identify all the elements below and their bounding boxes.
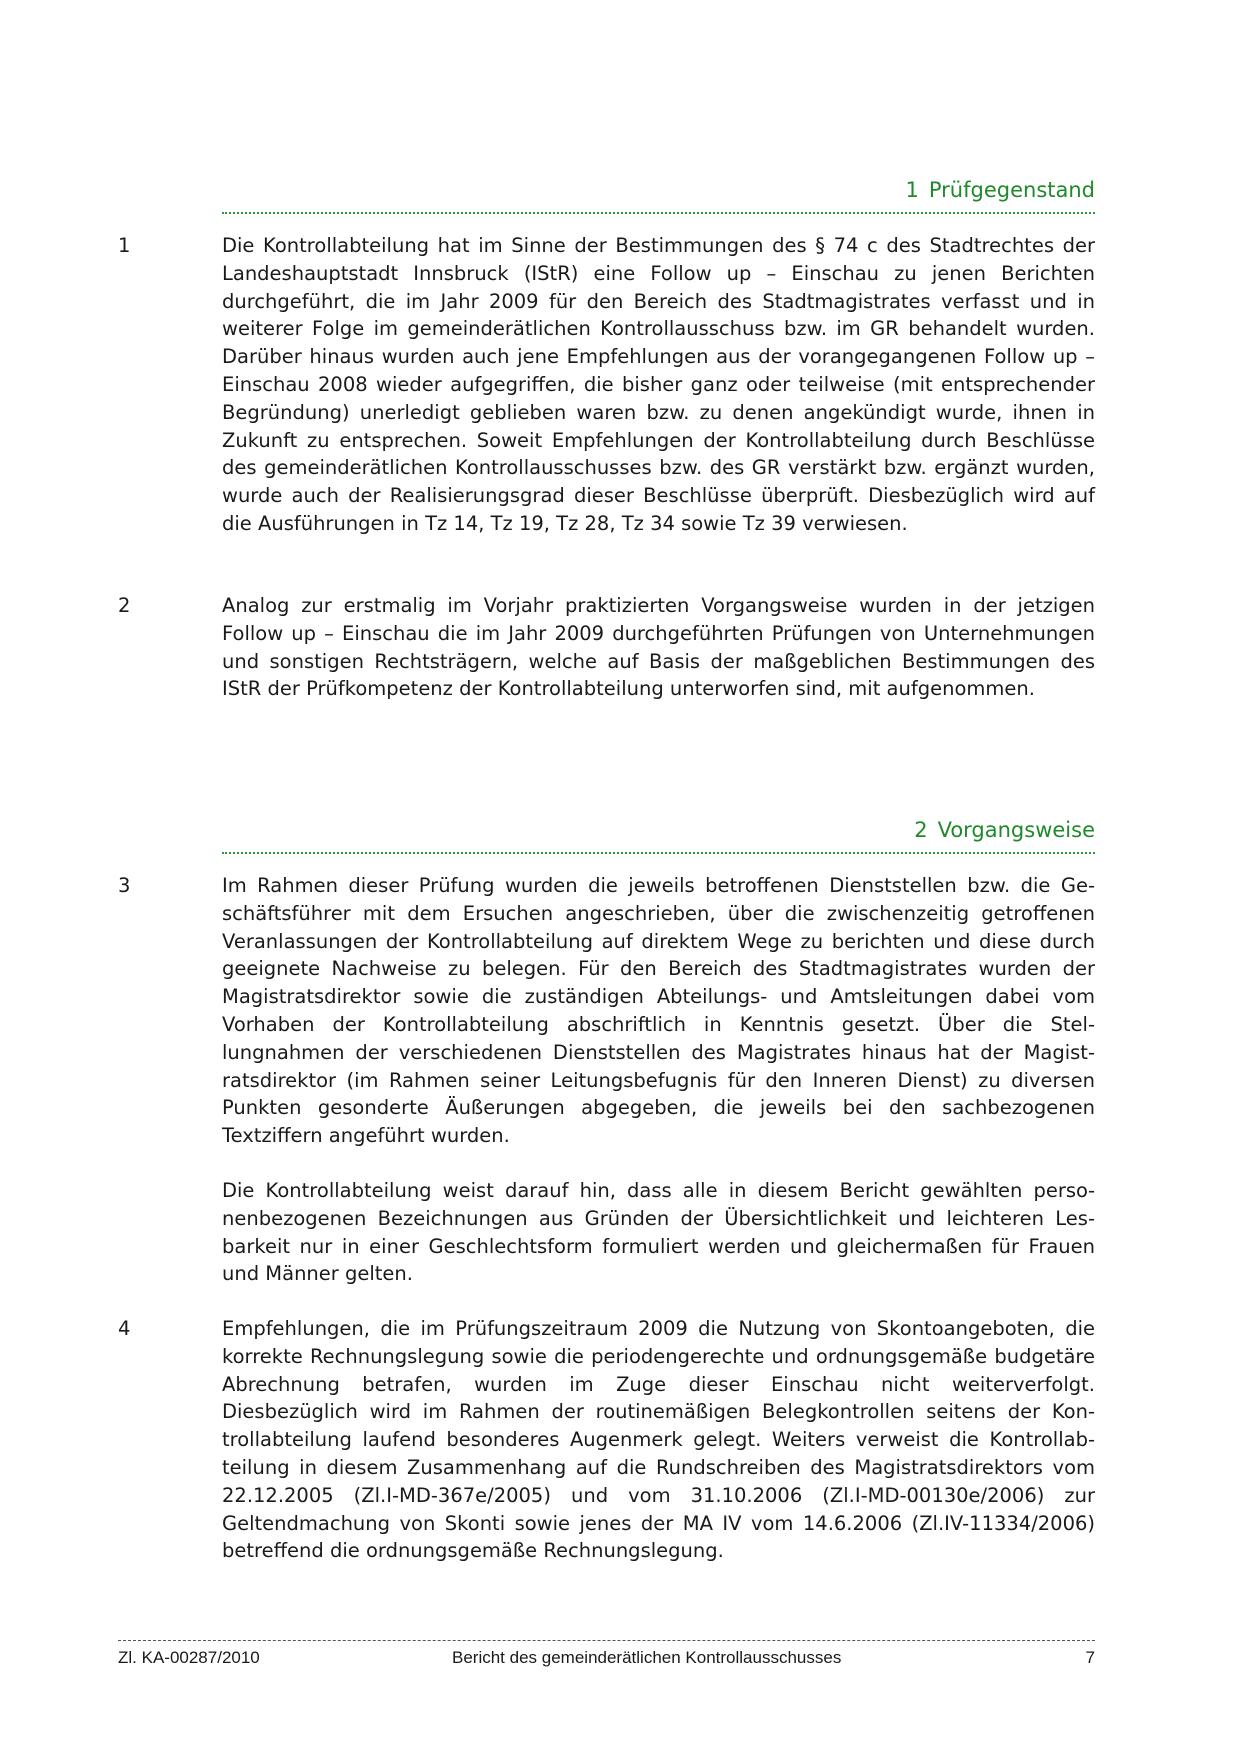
paragraph-text: Empfehlungen, die im Prüfungszeitraum 2009 die Nutzung von Skontoangeboten, die korrekte Rechnungslegung sowie die periodengerechte und ordnungsgemäße budgetäre Abrechnung betrafen, wurden im Zuge dieser Einschau nicht weiterverfolgt. Diesbezüglich wird im Rahmen der routinemäßigen Belegkontrollen seitens der Kontrollabteilung laufend besonderes Augenmerk gelegt. Weiters verweist die Kontrollabteilung in diesem Zusammenhang auf die Rundschreiben des Magistratsdirektors vom 22.12.2005 (Zl.I-MD-367e/2005) und vom 31.10.2006 (Zl.I-MD-00130e/2006) zur Geltendmachung von Skonti sowie jenes der MA IV vom 14.6.2006 (Zl.IV-11334/2006) betreffend die ordnungsgemäße Rechnungslegung. xyxy=(222,1317,1095,1563)
section-number: 2 xyxy=(914,818,928,842)
section-title: Vorgangsweise xyxy=(937,818,1095,842)
paragraph-number: 2 xyxy=(118,594,131,617)
paragraph-number: 1 xyxy=(118,234,131,257)
paragraph-text: Die Kontrollabteilung weist darauf hin, dass alle in diesem Bericht gewählten personenbezogenen Bezeichnungen aus Gründen der Übersichtlichkeit und leichteren Lesbarkeit nur in einer Geschlechtsform formuliert werden und gleichermaßen für Frauen und Männer gelten. xyxy=(222,1179,1095,1286)
footer-divider xyxy=(118,1640,1095,1641)
page-number: 7 xyxy=(1085,1648,1095,1667)
footer-title: Bericht des gemeinderätlichen Kontrollausschusses xyxy=(452,1648,842,1667)
section-heading-1 xyxy=(222,176,1095,214)
paragraph-text: Die Kontrollabteilung hat im Sinne der Bestimmungen des § 74 c des Stadtrechtes der Landeshauptstadt Innsbruck (IStR) eine Follow up – Einschau zu jenen Berichten durchgeführt, die im Jahr 2009 für den Bereich des Stadtmagistrates verfasst und in weiterer Folge im gemeinderätlichen Kontrollausschuss bzw. im GR behandelt wurden. Darüber hinaus wurden auch jene Empfehlungen aus der vorangegangenen Follow up – Einschau 2008 wieder aufgegriffen, die bisher ganz oder teilweise (mit entsprechender Begründung) unerledigt geblieben waren bzw. zu denen angekündigt wurde, ihnen in Zukunft zu entsprechen. Soweit Empfehlungen der Kontrollabteilung durch Beschlüsse des gemeinderätlichen Kontrollausschusses bzw. des GR verstärkt bzw. ergänzt wurden, wurde auch der Realisierungsgrad dieser Beschlüsse überprüft. Diesbezüglich wird auf die Ausführungen in Tz 14, Tz 19, Tz 28, Tz 34 sowie Tz 39 verwiesen. xyxy=(222,234,1095,535)
footer-reference: Zl. KA-00287/2010 xyxy=(118,1648,260,1667)
paragraph-text: Analog zur erstmalig im Vorjahr praktizierten Vorgangsweise wurden in der jetzigen Follow up – Einschau die im Jahr 2009 durchgeführten Prüfungen von Unternehmungen und sonstigen Rechtsträgern, welche auf Basis der maßgeblichen Bestimmungen des IStR der Prüfkompetenz der Kontrollabteilung unterworfen sind, mit aufgenommen. xyxy=(222,594,1095,701)
paragraph-text: Im Rahmen dieser Prüfung wurden die jeweils betroffenen Dienststellen bzw. die Geschäftsführer mit dem Ersuchen angeschrieben, über die zwischenzeitig getroffenen Veranlassungen der Kontrollabteilung auf direktem Wege zu berichten und diese durch geeignete Nachweise zu belegen. Für den Bereich des Stadtmagistrates wurden der Magistratsdirektor sowie die zuständigen Abteilungs- und Amtsleitungen dabei vom Vorhaben der Kontrollabteilung abschriftlich in Kenntnis gesetzt. Über die Stellungnahmen der verschiedenen Dienststellen des Magistrates hinaus hat der Magistratsdirektor (im Rahmen seiner Leitungsbefugnis für den Inneren Dienst) zu diversen Punkten gesonderte Äußerungen abgegeben, die jeweils bei den sachbezogenen Textziffern angeführt wurden. xyxy=(222,874,1095,1148)
paragraph-number: 4 xyxy=(118,1317,131,1340)
paragraph-number: 3 xyxy=(118,874,131,897)
section-number: 1 xyxy=(905,178,919,202)
section-heading-2 xyxy=(222,816,1095,854)
section-title: Prüfgegenstand xyxy=(928,178,1095,202)
